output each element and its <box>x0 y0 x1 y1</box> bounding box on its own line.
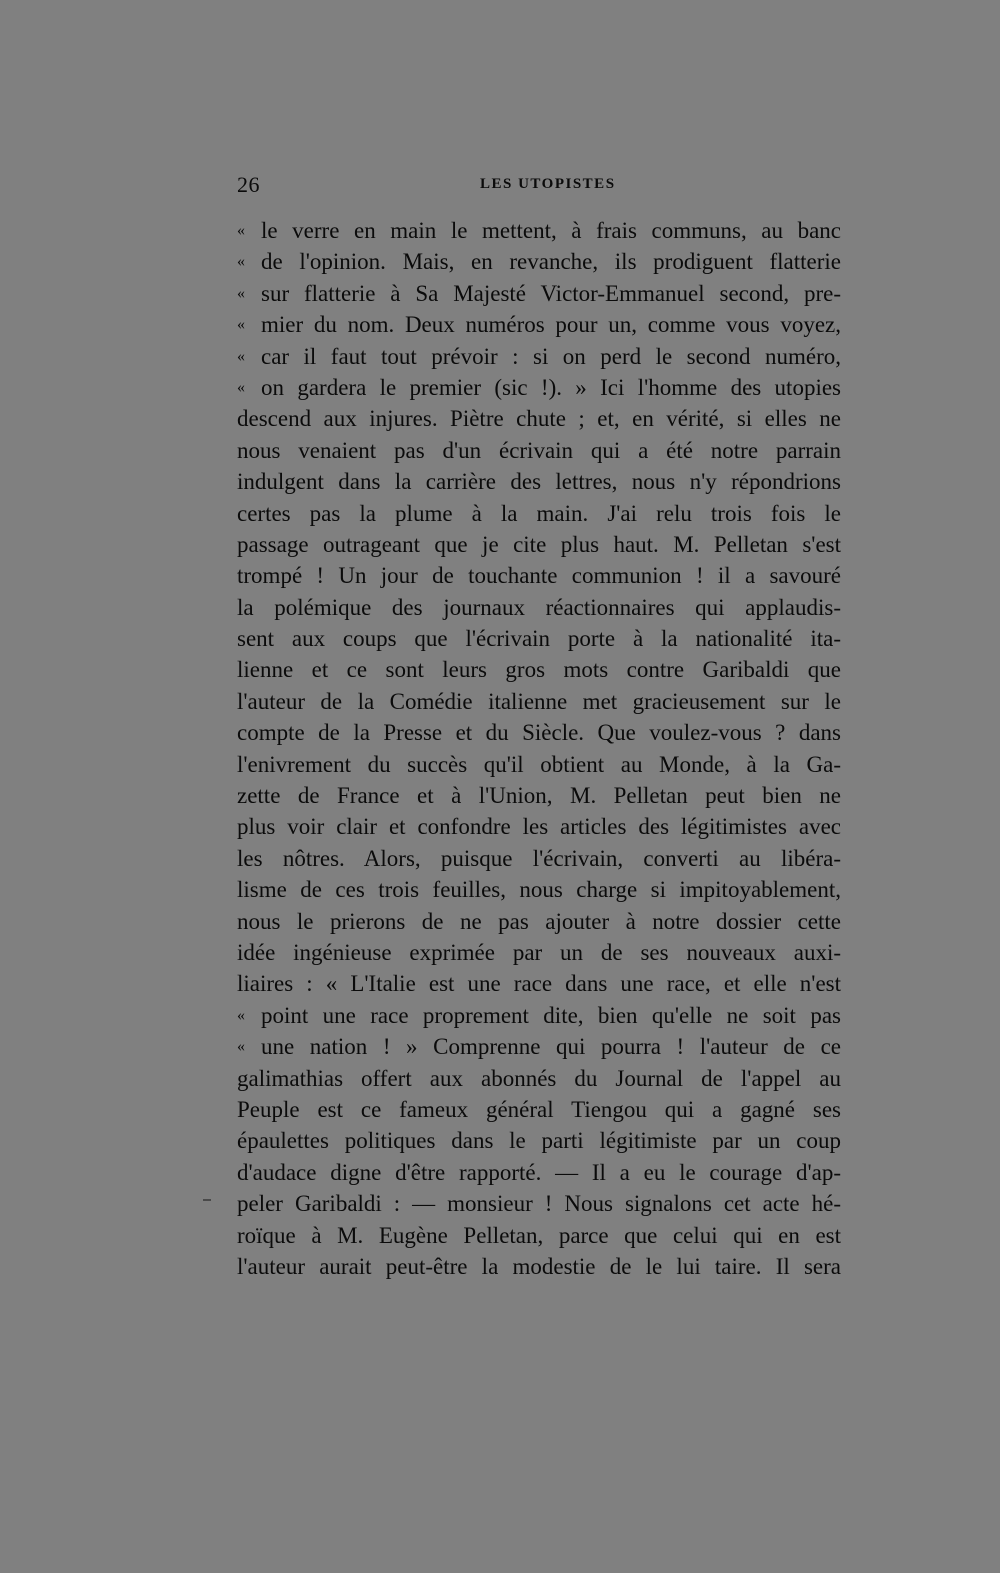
page-number: 26 <box>237 172 260 197</box>
text-line <box>237 215 841 246</box>
text-line: plus voir clair et confondre les articles des légitimistes avec <box>237 814 841 840</box>
text-line: liaires : « L'Italie est une race dans une race, et elle n'est <box>237 971 841 997</box>
text-line: sent aux coups que l'écrivain porte à la nationalité ita- <box>237 626 841 652</box>
text-line: descend aux injures. Piètre chute ; et, en vérité, si elles ne <box>237 406 841 432</box>
text-line <box>237 1000 841 1031</box>
text-line <box>237 278 841 309</box>
quote-mark: « <box>237 347 245 365</box>
text-line <box>237 341 841 372</box>
text-line <box>237 309 841 340</box>
quote-text: de l'opinion. Mais, en revanche, ils prodiguent flatterie <box>261 249 841 275</box>
text-line <box>237 372 841 403</box>
text-line: compte de la Presse et du Siècle. Que voulez-vous ? dans <box>237 720 841 746</box>
quote-mark: « <box>237 284 245 302</box>
text-line: indulgent dans la carrière des lettres, nous n'y répondrions <box>237 469 841 495</box>
text-line: trompé ! Un jour de touchante communion ! il a savouré <box>237 563 841 589</box>
text-line <box>237 246 841 277</box>
text-line: zette de France et à l'Union, M. Pelletan peut bien ne <box>237 783 841 809</box>
quote-text: on gardera le premier (sic !). » Ici l'homme des utopies <box>261 374 841 400</box>
quote-mark: « <box>237 1038 245 1056</box>
text-line: d'audace digne d'être rapporté. — Il a eu le courage d'ap- <box>237 1159 841 1185</box>
text-line: l'auteur aurait peut-être la modestie de le lui taire. Il sera <box>237 1253 841 1279</box>
quote-text: sur flatterie à Sa Majesté Victor-Emmanuel second, pre- <box>261 280 841 306</box>
body-text <box>237 215 841 1282</box>
text-line: idée ingénieuse exprimée par un de ses nouveaux auxi- <box>237 939 841 965</box>
quote-text: mier du nom. Deux numéros pour un, comme vous voyez, <box>261 312 841 338</box>
quote-mark: « <box>237 1006 245 1024</box>
quote-mark: « <box>237 316 245 334</box>
running-title: LES UTOPISTES <box>480 176 616 192</box>
page-header <box>237 172 841 204</box>
text-line: la polémique des journaux réactionnaires qui applaudis- <box>237 594 841 620</box>
text-line <box>237 1031 841 1062</box>
text-line: les nôtres. Alors, puisque l'écrivain, converti au libéra- <box>237 845 841 871</box>
text-line: certes pas la plume à la main. J'ai relu trois fois le <box>237 500 841 526</box>
text-line: l'auteur de la Comédie italienne met gracieusement sur le <box>237 688 841 714</box>
text-line: Peuple est ce fameux général Tiengou qui a gagné ses <box>237 1096 841 1122</box>
text-line: nous venaient pas d'un écrivain qui a été notre parrain <box>237 437 841 463</box>
quote-text: le verre en main le mettent, à frais communs, au banc <box>261 218 841 243</box>
text-line: lienne et ce sont leurs gros mots contre Garibaldi que <box>237 657 841 683</box>
text-line: l'enivrement du succès qu'il obtient au Monde, à la Ga- <box>237 751 841 777</box>
text-line: nous le prierons de ne pas ajouter à notre dossier cette <box>237 908 841 934</box>
text-line: épaulettes politiques dans le parti légitimiste par un coup <box>237 1128 841 1154</box>
quote-text: point une race proprement dite, bien qu'elle ne soit pas <box>261 1002 841 1028</box>
text-line: passage outrageant que je cite plus haut. M. Pelletan s'est <box>237 531 841 557</box>
quote-text: une nation ! » Comprenne qui pourra ! l'auteur de ce <box>261 1034 841 1060</box>
quote-mark: « <box>237 378 245 396</box>
text-line: roïque à M. Eugène Pelletan, parce que celui qui en est <box>237 1222 841 1248</box>
text-line: peler Garibaldi : — monsieur ! Nous signalons cet acte hé- <box>237 1191 841 1217</box>
quote-mark: « <box>237 222 245 239</box>
text-line: lisme de ces trois feuilles, nous charge si impitoyablement, <box>237 877 841 903</box>
margin-mark <box>203 1199 211 1201</box>
quote-text: car il faut tout prévoir : si on perd le second numéro, <box>261 343 841 369</box>
quote-mark: « <box>237 253 245 271</box>
text-line: galimathias offert aux abonnés du Journal de l'appel au <box>237 1065 841 1091</box>
